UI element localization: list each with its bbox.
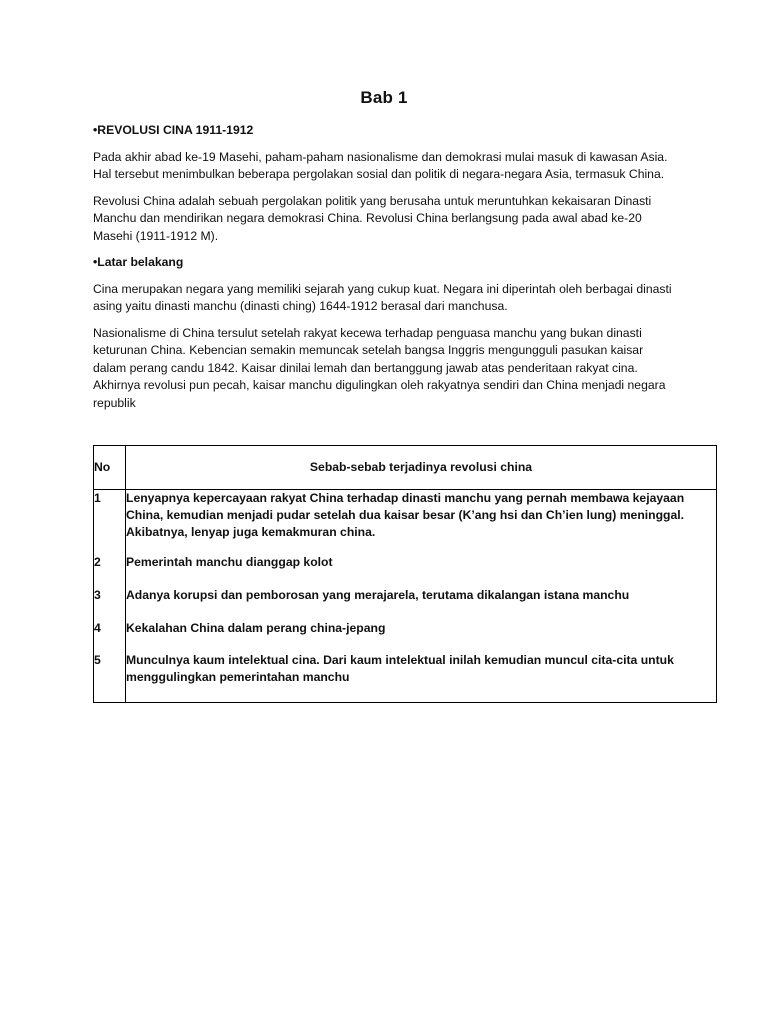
- row-numbers-cell: [94, 490, 126, 703]
- page-title: Bab 1: [360, 88, 408, 107]
- row-number: 3: [94, 588, 101, 602]
- paragraph-history: Cina merupakan negara yang memiliki sejarah yang cukup kuat. Negara ini diperintah oleh berbagai dinasti asing yaitu dinasti manchu (dinasti ching) 1644-1912 berasal dari manchusa.: [93, 281, 672, 313]
- header-no: No: [94, 446, 126, 490]
- row-number: 5: [94, 653, 101, 667]
- document-body: [93, 122, 673, 421]
- header-cause: Sebab-sebab terjadinya revolusi china: [126, 446, 717, 490]
- table-header-row: [94, 446, 717, 490]
- table-row: [94, 490, 717, 703]
- paragraph-nationalism: Nasionalisme di China tersulut setelah rakyat kecewa terhadap penguasa manchu yang bukan dinasti keturunan China. Kebencian semakin memuncak setelah bangsa Inggris mengungguli pasukan kaisar dalam perang candu 1842. Kaisar dinilai lemah dan bertanggung jawab atas penderitaan rakyat cina. Akhirnya revolusi pun pecah, kaisar manchu digulingkan oleh rakyatnya sendiri dan China menjadi negara republik: [93, 325, 666, 410]
- section-heading-revolusi: •REVOLUSI CINA 1911-1912: [93, 123, 254, 137]
- row-number: 4: [94, 621, 101, 635]
- paragraph-definition: Revolusi China adalah sebuah pergolakan politik yang berusaha untuk meruntuhkan kekaisaran Dinasti Manchu dan mendirikan negara demokrasi China. Revolusi China berlangsung pada awal abad ke-20 Masehi (1911-1912 M).: [93, 193, 652, 243]
- row-number: 2: [94, 555, 101, 569]
- paragraph-intro: Pada akhir abad ke-19 Masehi, paham-paham nasionalisme dan demokrasi mulai masuk di kawasan Asia. Hal tersebut menimbulkan beberapa pergolakan sosial dan politik di negara-negara Asia, termasuk China.: [93, 149, 668, 181]
- cause-text: Adanya korupsi dan pemborosan yang merajarela, terutama dikalangan istana manchu: [126, 588, 630, 602]
- causes-table: [93, 445, 717, 703]
- cause-text: Pemerintah manchu dianggap kolot: [126, 555, 333, 569]
- cause-text: Munculnya kaum intelektual cina. Dari kaum intelektual inilah kemudian muncul cita-cita untuk menggulingkan pemerintahan manchu: [126, 653, 674, 684]
- cause-text: Lenyapnya kepercayaan rakyat China terhadap dinasti manchu yang pernah membawa kejayaan China, kemudian menjadi pudar setelah dua kaisar besar (K’ang hsi dan Ch’ien lung) meninggal. Akibatnya, lenyap juga kemakmuran china.: [126, 491, 685, 539]
- row-number: 1: [94, 491, 101, 505]
- cause-text: Kekalahan China dalam perang china-jepang: [126, 621, 386, 635]
- row-causes-cell: [126, 490, 717, 703]
- section-heading-latar-belakang: •Latar belakang: [93, 255, 184, 269]
